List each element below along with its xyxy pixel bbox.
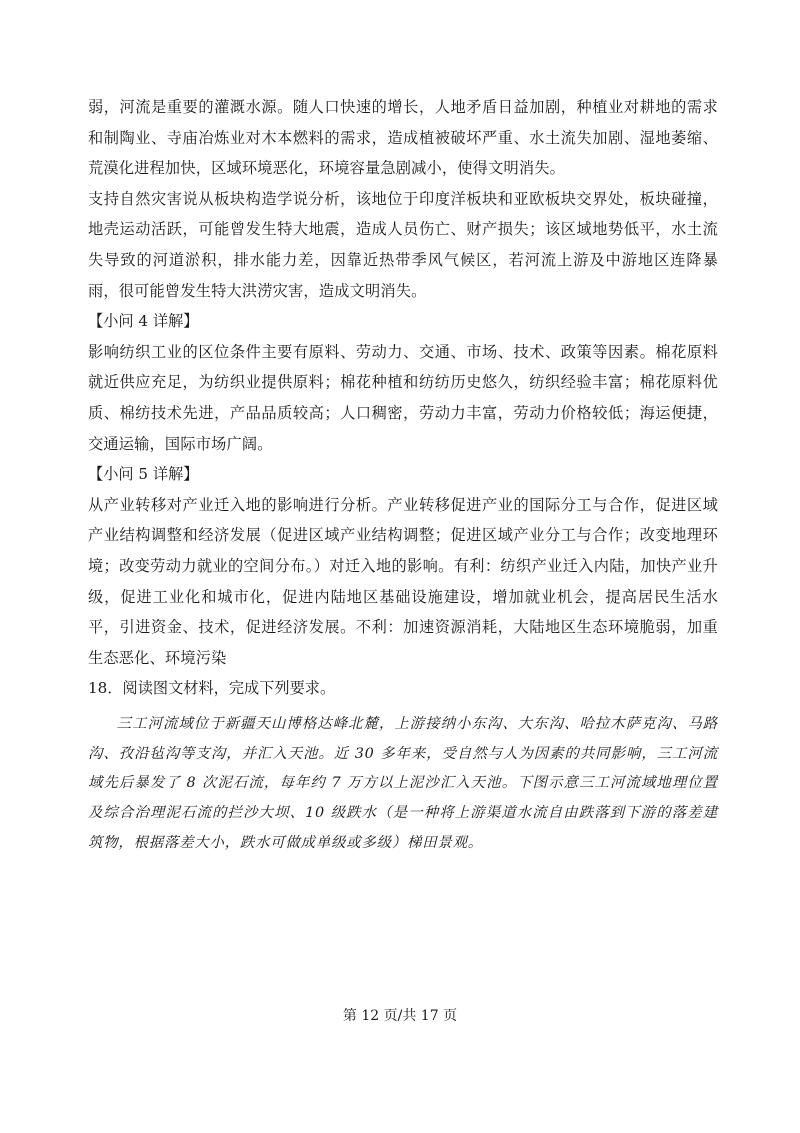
page-footer: 第 12 页/共 17 页 [342, 1008, 458, 1024]
paragraph-civilization-human-factors: 弱，河流是重要的灌溉水源。随人口快速的增长，人地矛盾日益加剧，种植业对耕地的需求和制陶业、寺庙冶炼业对木本燃料的需求，造成植被破坏严重、水土流失加剧、湿地萎缩、荒漠化进程加快，区域环境恶化，环境容量急剧减小，使得文明消失。 [88, 98, 718, 178]
section-4-text: 影响纺织工业的区位条件主要有原料、劳动力、交通、市场、技术、政策等因素。棉花原料就近供应充足，为纺织业提供原料；棉花种植和纺纺历史悠久，纺织经验丰富；棉花原料优质、棉纺技术先进，产品品质较高；人口稠密，劳动力丰富，劳动力价格较低；海运便捷，交通运输，国际市场广阔。 [88, 342, 718, 453]
question-18-material: 三工河流域位于新疆天山博格达峰北麓，上游接纳小东沟、大东沟、哈拉木萨克沟、马路沟、孜沿毡沟等支沟，并汇入天池。近 30 多年来，受自然与人为因素的共同影响，三工河流域先后暴发了 8 次泥石流，每年约 7 万方以上泥沙汇入天池。下图示意三工河流域地理位置及综合治理泥石流的拦沙大坝、10 级跌水（是一种将上游渠道水流自由跌落到下游的落差建筑物，根据落差大小，跌水可做成单级或多级）梯田景观。 [88, 715, 718, 852]
section-4-heading: 【小问 4 详解】 [88, 312, 199, 331]
section-5-text: 从产业转移对产业迁入地的影响进行分析。产业转移促进产业的国际分工与合作，促进区域产业结构调整和经济发展（促进区域产业结构调整；促进区域产业分工与合作；改变地理环境；改变劳动力就业的空间分布。）对迁入地的影响。有利：纺织产业迁入内陆，加快产业升级，促进工业化和城市化，促进内陆地区基础设施建设，增加就业机会，提高居民生活水平，引进资金、技术，促进经济发展。不利：加速资源消耗，大陆地区生态环境脆弱，加重生态恶化、环境污染 [88, 495, 718, 667]
paragraph-natural-disaster-theory: 支持自然灾害说从板块构造学说分析，该地位于印度洋板块和亚欧板块交界处，板块碰撞，地壳运动活跃，可能曾发生特大地震，造成人员伤亡、财产损失；该区域地势低平，水土流失导致的河道淤积，排水能力差，因靠近热带季风气候区，若河流上游及中游地区连降暴雨，很可能曾发生特大洪涝灾害，造成文明消失。 [88, 189, 718, 300]
section-5-heading: 【小问 5 详解】 [88, 465, 199, 484]
question-18-prompt: 18．阅读图文材料，完成下列要求。 [88, 679, 336, 698]
page-content [88, 92, 718, 859]
